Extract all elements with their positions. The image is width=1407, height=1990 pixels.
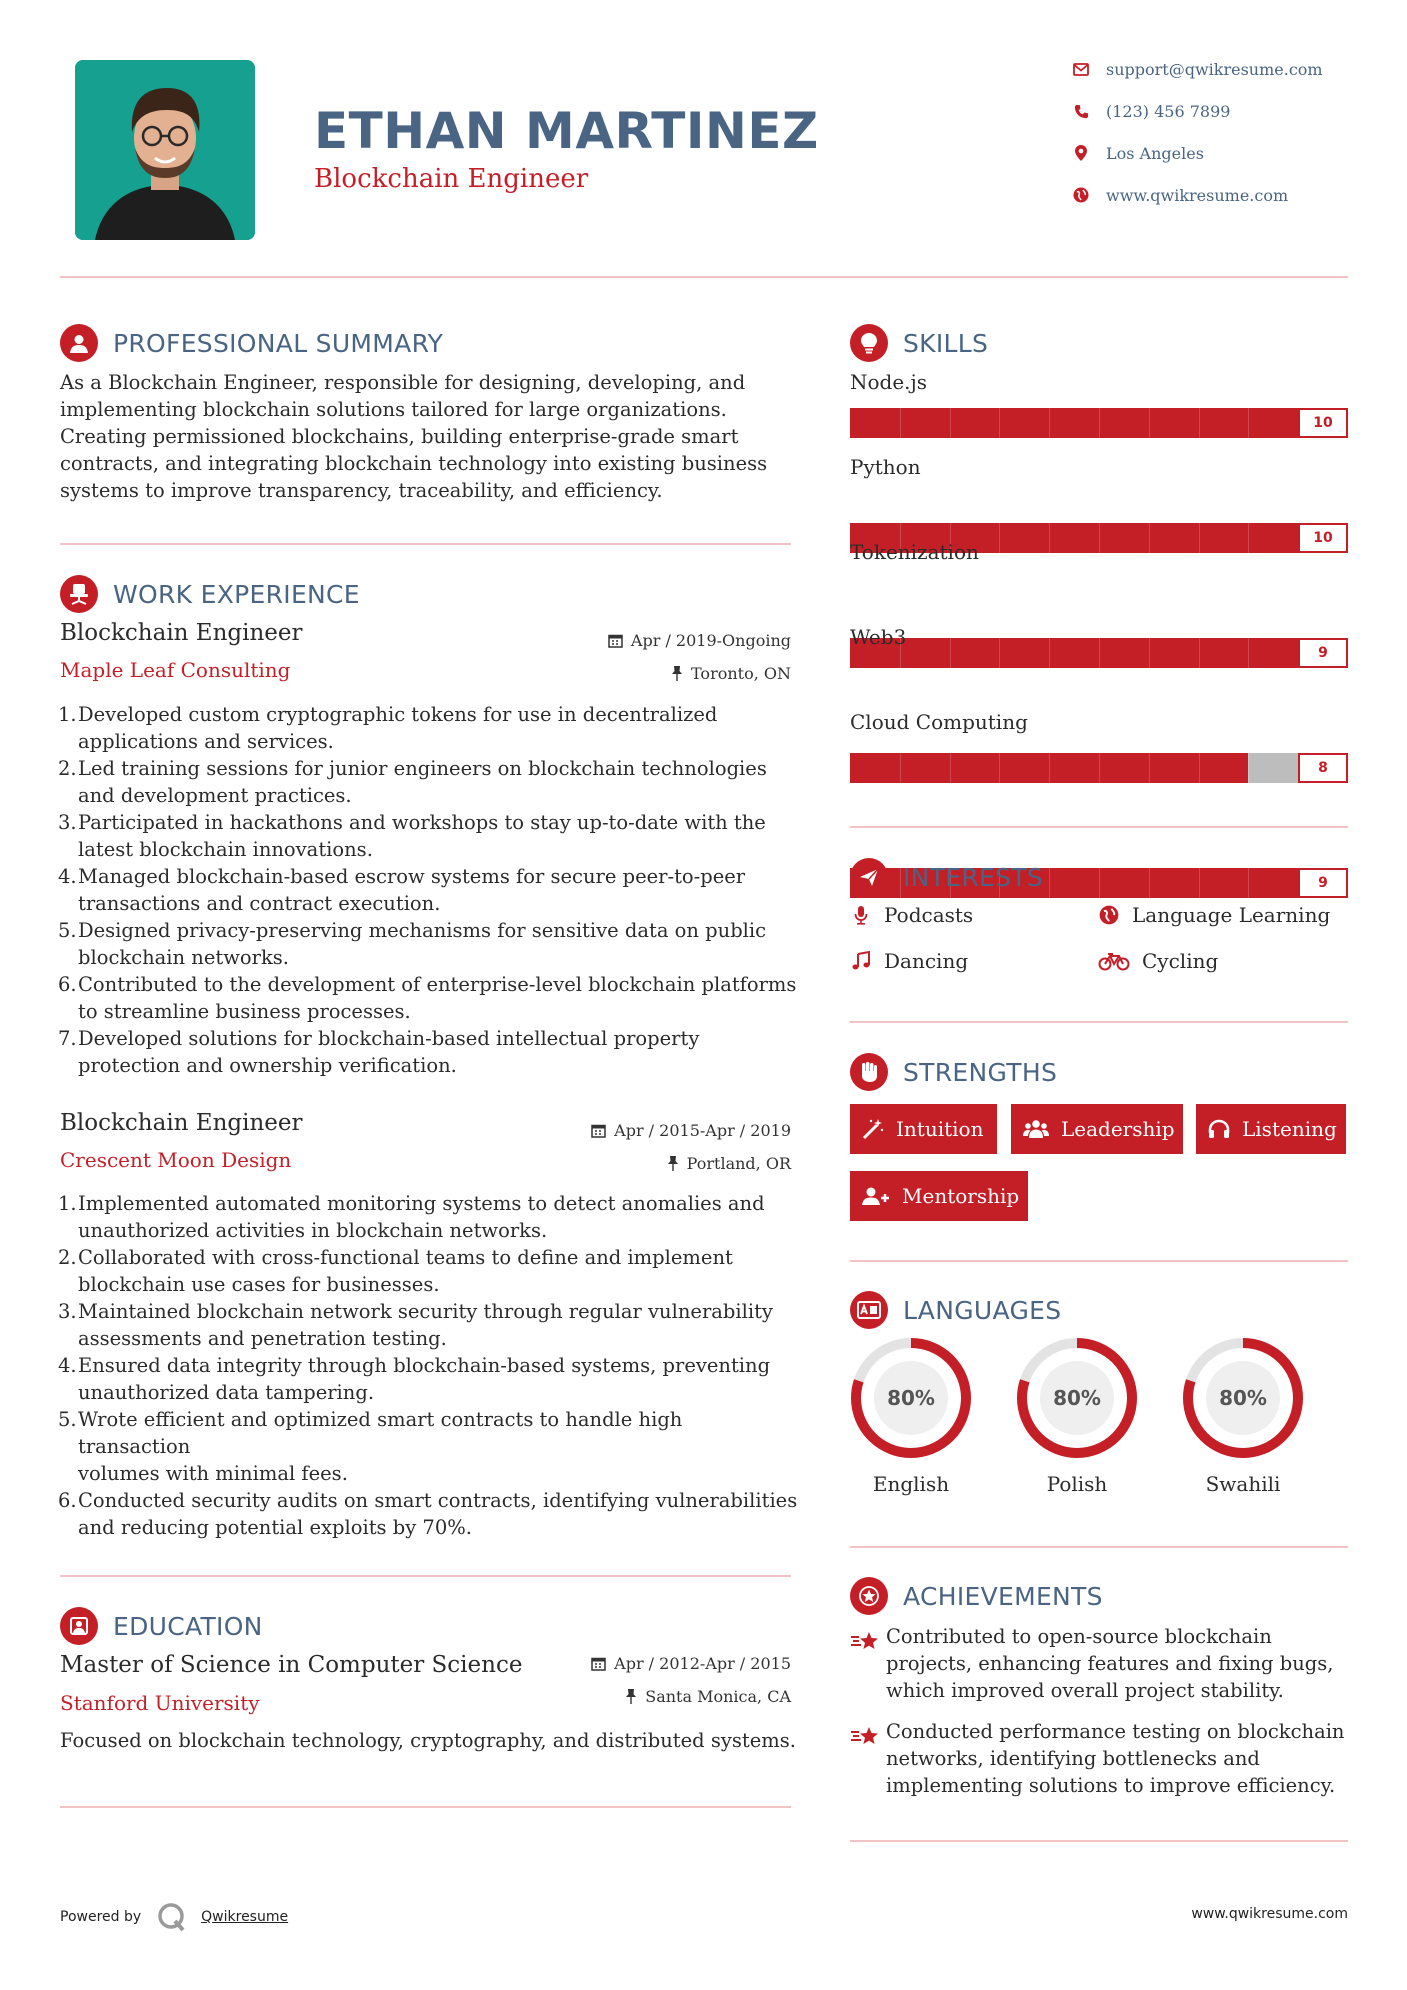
skill-bar-segment — [1248, 868, 1249, 898]
skill-bar-segment — [1049, 753, 1050, 783]
skill-bar-segment — [1248, 638, 1249, 668]
skill-bar — [850, 408, 1348, 438]
candidate-name: ETHAN MARTINEZ — [314, 102, 819, 160]
education-location — [491, 1687, 791, 1706]
list-item-line: and development practices. — [78, 784, 352, 807]
list-item-line: transactions and contract execution. — [78, 892, 441, 915]
list-item-line: Participated in hackathons and workshops to stay up-to-date with the — [78, 811, 766, 834]
education-section-header — [60, 1606, 263, 1646]
skill-bar-segment — [1199, 753, 1200, 783]
languages-section-header — [850, 1290, 1061, 1330]
job-2-date — [491, 1121, 791, 1140]
language-percent: 80% — [887, 1386, 935, 1410]
header-divider — [60, 276, 1348, 278]
experience-divider — [60, 1575, 791, 1577]
skill-level-badge: 8 — [1298, 753, 1348, 783]
skill-bar-segment — [1149, 753, 1150, 783]
pushpin-icon — [625, 1689, 637, 1704]
skill-bar-segment — [999, 638, 1000, 668]
job-1-bullets — [60, 701, 800, 1079]
education-date-text: Apr / 2012-Apr / 2015 — [614, 1654, 791, 1673]
list-item-line: protection and ownership verification. — [78, 1054, 457, 1077]
office-chair-icon — [60, 575, 98, 613]
calendar-icon — [591, 1656, 606, 1671]
list-item — [60, 1352, 800, 1406]
interest-label: Language Learning — [1132, 903, 1331, 927]
list-item-line: Developed solutions for blockchain-based intellectual property — [78, 1027, 700, 1050]
list-item-line: assessments and penetration testing. — [78, 1327, 447, 1350]
language-name: English — [872, 1472, 950, 1496]
powered-by-text: Powered by — [60, 1909, 142, 1925]
interests-divider — [850, 1021, 1348, 1023]
job-2-company: Crescent Moon Design — [60, 1148, 292, 1172]
graduate-icon — [60, 1607, 98, 1645]
skill-bar-segment — [1149, 523, 1150, 553]
skill-bar-segment — [950, 753, 951, 783]
achievement-line: networks, identifying bottlenecks and — [886, 1747, 1260, 1770]
experience-section-header — [60, 574, 360, 614]
skill-bar-segment — [1149, 638, 1150, 668]
skill-name: Node.js — [850, 370, 928, 394]
language-ring — [849, 1336, 973, 1460]
shooting-star-icon — [850, 1623, 886, 1704]
strength-label: Listening — [1242, 1117, 1337, 1141]
contact-website-text: www.qwikresume.com — [1106, 185, 1289, 205]
skill-bar-segment — [999, 753, 1000, 783]
skill-bar-segment — [1248, 408, 1249, 438]
list-item-line: Ensured data integrity through blockchain-based systems, preventing — [78, 1354, 771, 1377]
skill-bar-segment — [1099, 408, 1100, 438]
list-item-line: and reducing potential exploits by 70%. — [78, 1516, 472, 1539]
skill-bar-segment — [1248, 523, 1249, 553]
candidate-title: Blockchain Engineer — [314, 164, 589, 194]
skill-level-badge: 10 — [1298, 408, 1348, 438]
skill-bar-segment — [1049, 868, 1050, 898]
globe-icon — [1072, 186, 1090, 204]
language-item — [1181, 1336, 1305, 1496]
languages-heading: LANGUAGES — [903, 1295, 1062, 1325]
music-note-icon — [850, 951, 872, 971]
magic-wand-icon — [862, 1118, 884, 1140]
job-1-location — [491, 664, 791, 683]
education-divider — [60, 1806, 791, 1808]
strength-chip-leadership — [1011, 1104, 1183, 1154]
list-item-line: blockchain networks. — [78, 946, 290, 969]
strength-chip-intuition — [850, 1104, 997, 1154]
skill-bar-fill — [850, 638, 1298, 668]
list-item-line: Collaborated with cross-functional teams to define and implement — [78, 1246, 733, 1269]
qwikresume-link[interactable]: Qwikresume — [201, 1909, 289, 1925]
skill-bar-segment — [900, 753, 901, 783]
interest-cycling — [1098, 946, 1218, 976]
lightbulb-icon — [850, 324, 888, 362]
job-1-date-text: Apr / 2019-Ongoing — [630, 631, 791, 650]
job-1-location-text: Toronto, ON — [691, 664, 791, 683]
footer-powered-by — [60, 1902, 288, 1932]
skill-bar-segment — [1049, 638, 1050, 668]
language-name: Swahili — [1205, 1472, 1281, 1496]
list-item — [60, 809, 800, 863]
list-item-line: Implemented automated monitoring systems to detect anomalies and — [78, 1192, 765, 1215]
skill-name: Python — [850, 455, 921, 479]
languages-divider — [850, 1546, 1348, 1548]
footer-site-link[interactable]: www.qwikresume.com — [1191, 1906, 1348, 1922]
language-ring — [1181, 1336, 1305, 1460]
skill-bar-segment — [1199, 638, 1200, 668]
list-item — [60, 1487, 800, 1541]
achievement-item-1 — [850, 1623, 1350, 1704]
language-percent: 80% — [1053, 1386, 1101, 1410]
contact-location — [1072, 140, 1372, 166]
skill-bar-segment — [1248, 753, 1249, 783]
strength-chip-listening — [1196, 1104, 1346, 1154]
skill-bar-segment — [900, 408, 901, 438]
skill-bar — [850, 753, 1348, 783]
list-item — [60, 971, 800, 1025]
list-item-line: Managed blockchain-based escrow systems for secure peer-to-peer — [78, 865, 746, 888]
map-pin-icon — [1072, 144, 1090, 162]
users-icon — [1023, 1119, 1049, 1139]
summary-text — [60, 369, 800, 504]
list-item-line: Maintained blockchain network security through regular vulnerability — [78, 1300, 773, 1323]
skill-bar-segment — [950, 638, 951, 668]
achievement-line: Contributed to open-source blockchain — [886, 1625, 1272, 1648]
list-item — [60, 1190, 800, 1244]
qwikresume-logo-icon — [157, 1902, 187, 1932]
skill-bar-segment — [1099, 868, 1100, 898]
skill-bar-segment — [1049, 408, 1050, 438]
skills-heading: SKILLS — [903, 328, 989, 358]
achievements-heading: ACHIEVEMENTS — [903, 1581, 1103, 1611]
list-item-line: unauthorized activities in blockchain networks. — [78, 1219, 548, 1242]
contact-website[interactable] — [1072, 182, 1372, 208]
list-item — [60, 1025, 800, 1079]
list-item-line: latest blockchain innovations. — [78, 838, 373, 861]
interests-heading: INTERESTS — [903, 862, 1044, 892]
list-item-line: applications and services. — [78, 730, 334, 753]
skill-level-badge: 9 — [1298, 638, 1348, 668]
experience-heading: WORK EXPERIENCE — [113, 579, 360, 609]
summary-line: contracts, and integrating blockchain technology into existing business — [60, 452, 768, 475]
profile-photo — [75, 60, 255, 240]
education-degree: Master of Science in Computer Science — [60, 1652, 523, 1678]
list-item — [60, 1298, 800, 1352]
shooting-star-icon — [850, 1718, 886, 1799]
language-name: Polish — [1046, 1472, 1108, 1496]
achievements-divider — [850, 1840, 1348, 1842]
raised-fist-icon — [850, 1053, 888, 1091]
skills-section-header — [850, 323, 988, 363]
user-icon — [60, 324, 98, 362]
list-item — [60, 701, 800, 755]
skill-name: Cloud Computing — [850, 710, 1028, 734]
skill-bar-segment — [999, 408, 1000, 438]
skill-name: Tokenization — [850, 540, 979, 564]
skill-bar-segment — [999, 523, 1000, 553]
interest-label: Podcasts — [884, 903, 974, 927]
calendar-icon — [591, 1123, 606, 1138]
contact-email[interactable] — [1072, 56, 1372, 82]
skill-level-badge: 10 — [1298, 523, 1348, 553]
education-date — [491, 1654, 791, 1673]
bicycle-icon — [1098, 951, 1130, 971]
list-item-line: volumes with minimal fees. — [78, 1462, 348, 1485]
interest-podcasts — [850, 900, 973, 930]
achievement-line: projects, enhancing features and fixing bugs, — [886, 1652, 1334, 1675]
job-2-location-text: Portland, OR — [686, 1154, 791, 1173]
skill-name: Web3 — [850, 625, 907, 649]
contact-phone-text: (123) 456 7899 — [1106, 101, 1231, 121]
strength-label: Leadership — [1061, 1117, 1175, 1141]
achievement-item-2 — [850, 1718, 1350, 1799]
list-item-line: blockchain use cases for businesses. — [78, 1273, 440, 1296]
strength-label: Mentorship — [902, 1184, 1020, 1208]
education-description: Focused on blockchain technology, cryptography, and distributed systems. — [60, 1729, 796, 1752]
calendar-icon — [608, 633, 623, 648]
skill-bar-segment — [1199, 523, 1200, 553]
list-item-line: Contributed to the development of enterprise-level blockchain platforms — [78, 973, 797, 996]
skills-divider — [850, 826, 1348, 828]
language-translate-icon — [850, 1291, 888, 1329]
list-item-line: to streamline business processes. — [78, 1000, 411, 1023]
avatar-illustration — [75, 60, 255, 240]
list-item-line: Led training sessions for junior engineers on blockchain technologies — [78, 757, 767, 780]
skill-bar-segment — [950, 408, 951, 438]
language-ring — [1015, 1336, 1139, 1460]
skill-bar-segment — [1149, 868, 1150, 898]
education-school: Stanford University — [60, 1691, 260, 1715]
list-item — [60, 1406, 800, 1487]
list-item-line: Conducted security audits on smart contracts, identifying vulnerabilities — [78, 1489, 798, 1512]
list-item-line: Wrote efficient and optimized smart contracts to handle high transaction — [78, 1408, 683, 1458]
skill-bar-segment — [1149, 408, 1150, 438]
list-item-line: Designed privacy-preserving mechanisms for sensitive data on public — [78, 919, 767, 942]
interest-dancing — [850, 946, 968, 976]
skill-level-badge: 9 — [1298, 868, 1348, 898]
skill-bar-segment — [1199, 868, 1200, 898]
list-item — [60, 917, 800, 971]
envelope-icon — [1072, 60, 1090, 78]
skill-bar-segment — [1099, 523, 1100, 553]
job-2-location — [491, 1154, 791, 1173]
summary-line: implementing blockchain solutions tailored for large organizations. — [60, 398, 727, 421]
job-1-title: Blockchain Engineer — [60, 620, 303, 646]
summary-divider — [60, 543, 791, 545]
skill-bar — [850, 638, 1348, 668]
summary-line: Creating permissioned blockchains, building enterprise-grade smart — [60, 425, 739, 448]
contact-email-text: support@qwikresume.com — [1106, 59, 1323, 79]
pushpin-icon — [671, 666, 683, 681]
interest-label: Cycling — [1142, 949, 1219, 973]
strength-chip-mentorship — [850, 1171, 1028, 1221]
language-percent: 80% — [1219, 1386, 1267, 1410]
list-item-line: unauthorized data tampering. — [78, 1381, 375, 1404]
language-item — [849, 1336, 973, 1496]
pushpin-icon — [667, 1156, 679, 1171]
strengths-divider — [850, 1260, 1348, 1262]
job-1-company: Maple Leaf Consulting — [60, 658, 291, 682]
list-item — [60, 863, 800, 917]
achievements-section-header — [850, 1576, 1103, 1616]
microphone-icon — [850, 905, 872, 925]
user-plus-icon — [862, 1186, 890, 1206]
achievement-line: Conducted performance testing on blockchain — [886, 1720, 1345, 1743]
contact-phone[interactable] — [1072, 98, 1372, 124]
interests-section-header — [850, 857, 1043, 897]
interest-language-learning — [1098, 900, 1330, 930]
globe-icon — [1098, 905, 1120, 925]
achievement-line: which improved overall project stability. — [886, 1679, 1284, 1702]
job-2-title: Blockchain Engineer — [60, 1110, 303, 1136]
job-1-date — [491, 631, 791, 650]
strengths-section-header — [850, 1052, 1057, 1092]
list-item-line: Developed custom cryptographic tokens for use in decentralized — [78, 703, 718, 726]
job-2-date-text: Apr / 2015-Apr / 2019 — [614, 1121, 791, 1140]
star-badge-icon — [850, 1577, 888, 1615]
summary-heading: PROFESSIONAL SUMMARY — [113, 328, 444, 358]
summary-section-header — [60, 323, 443, 363]
job-2-bullets — [60, 1190, 800, 1541]
skill-bar-segment — [1199, 408, 1200, 438]
phone-icon — [1072, 102, 1090, 120]
summary-line: systems to improve transparency, traceability, and efficiency. — [60, 479, 663, 502]
list-item — [60, 755, 800, 809]
headphones-icon — [1208, 1119, 1230, 1139]
strengths-heading: STRENGTHS — [903, 1057, 1058, 1087]
interest-label: Dancing — [884, 949, 969, 973]
education-location-text: Santa Monica, CA — [645, 1687, 791, 1706]
education-heading: EDUCATION — [113, 1611, 263, 1641]
contact-location-text: Los Angeles — [1106, 143, 1204, 163]
skill-bar-segment — [1099, 753, 1100, 783]
paper-plane-icon — [850, 858, 888, 896]
language-item — [1015, 1336, 1139, 1496]
achievement-line: implementing solutions to improve efficiency. — [886, 1774, 1336, 1797]
skill-bar-segment — [1049, 523, 1050, 553]
list-item — [60, 1244, 800, 1298]
summary-line: As a Blockchain Engineer, responsible for designing, developing, and — [60, 371, 746, 394]
strength-label: Intuition — [896, 1117, 984, 1141]
skill-bar-segment — [1099, 638, 1100, 668]
